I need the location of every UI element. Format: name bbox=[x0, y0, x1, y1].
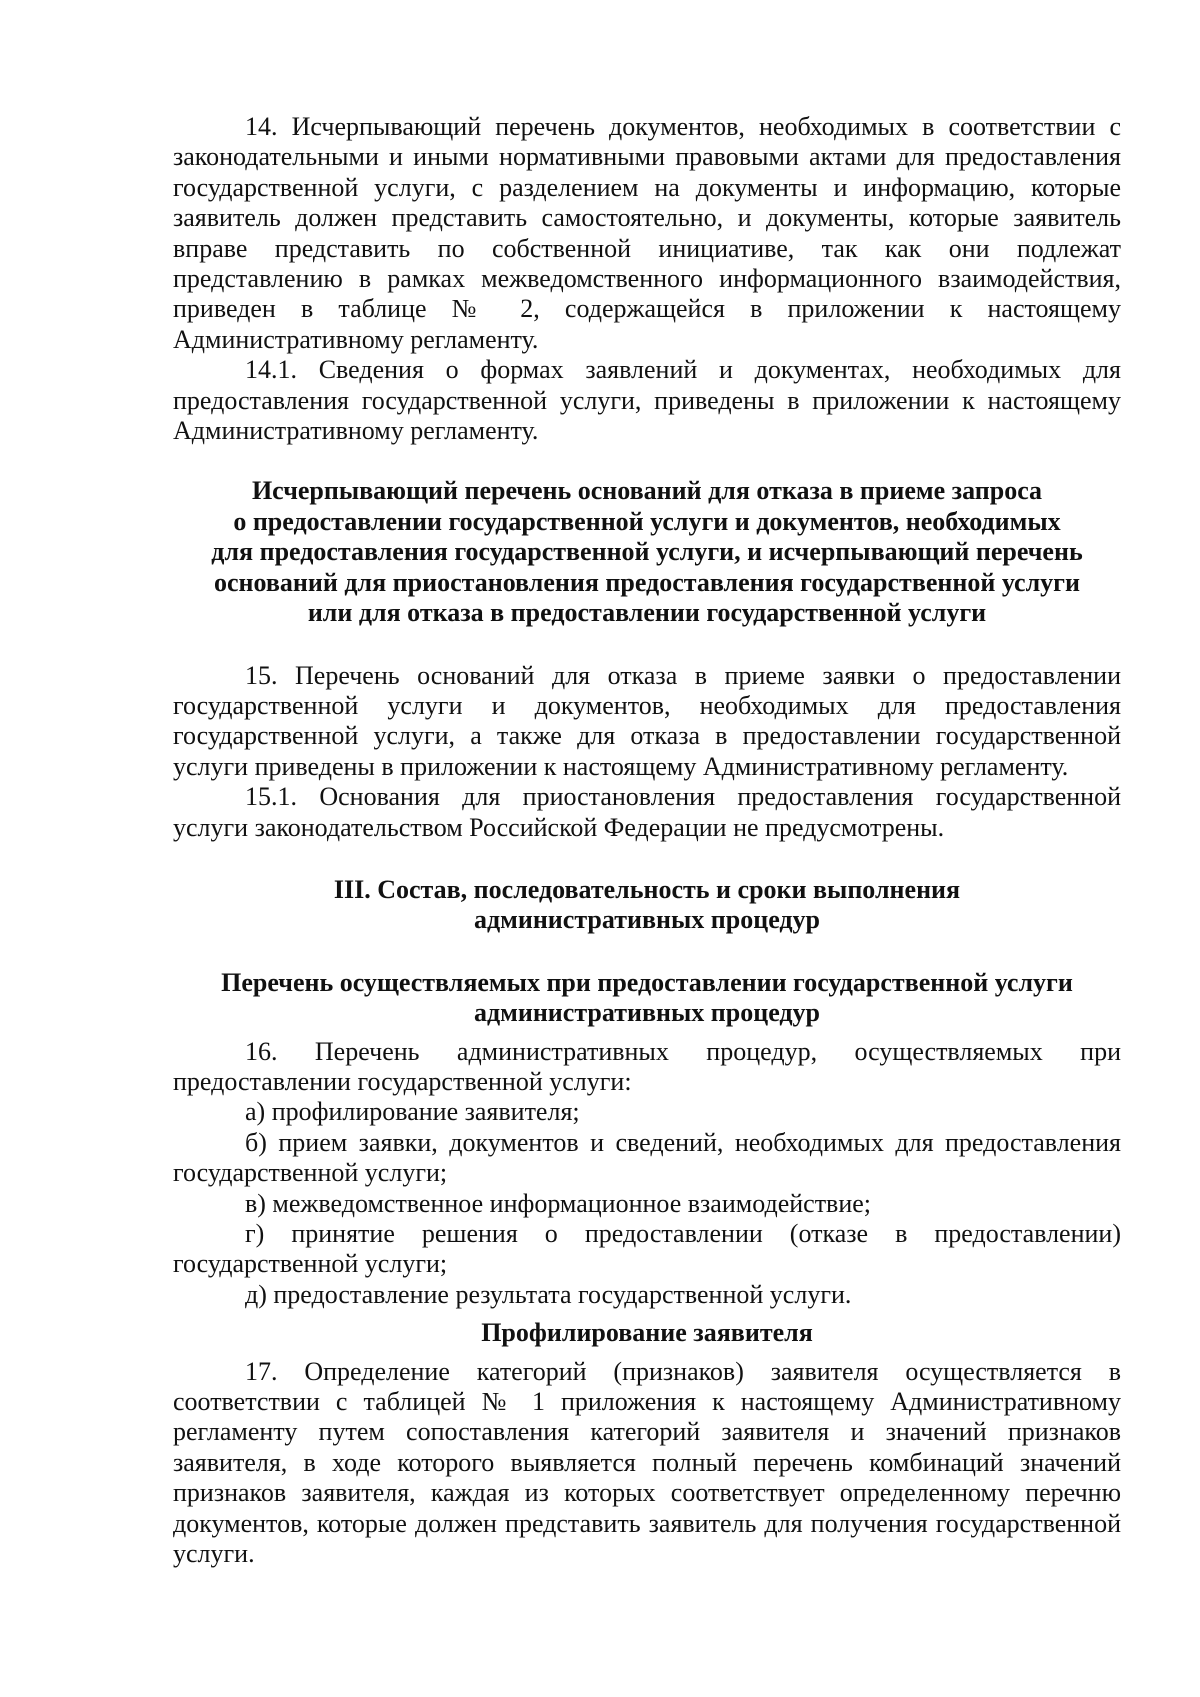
heading-line: о предоставлении государственной услуги и документов, необходимых bbox=[233, 506, 1061, 536]
heading-line: административных процедур bbox=[473, 998, 821, 1028]
heading-profiling: Профилирование заявителя bbox=[481, 1318, 813, 1348]
heading-refusal-grounds bbox=[173, 476, 1121, 628]
heading-section-3 bbox=[173, 875, 1121, 936]
paragraph-17: 17. Определение категорий (признаков) заявителя осуществляется в соответствии с таблицей № 1 приложения к настоящему Административному регламенту путем сопоставления категорий заявителя и значений признаков заявителя, в ходе которого выявляется полный перечень комбинаций значений признаков заявителя, каждая из которых соответствует определенному перечню документов, которые должен представить заявитель для получения государственной услуги. bbox=[173, 1356, 1121, 1569]
list-item: в) межведомственное информационное взаимодействие; bbox=[245, 1188, 872, 1218]
heading-line: III. Состав, последовательность и сроки выполнения bbox=[333, 874, 961, 904]
spacer bbox=[173, 936, 1121, 968]
list-item: д) предоставление результата государственной услуги. bbox=[245, 1279, 852, 1309]
heading-line: административных процедур bbox=[473, 905, 821, 935]
heading-line: или для отказа в предоставлении государственной услуги bbox=[307, 598, 987, 628]
spacer bbox=[173, 1029, 1121, 1037]
document-page bbox=[173, 112, 1121, 1569]
heading-line: Исчерпывающий перечень оснований для отказа в приеме запроса bbox=[251, 476, 1043, 506]
heading-line: оснований для приостановления предоставления государственной услуги bbox=[214, 567, 1080, 597]
heading-line: Перечень осуществляемых при предоставлении государственной услуги bbox=[221, 967, 1073, 997]
list-item: г) принятие решения о предоставлении (отказе в предоставлении) государственной услуги; bbox=[173, 1219, 1121, 1279]
paragraph-16: 16. Перечень административных процедур, осуществляемых при предоставлении государственной услуги: bbox=[173, 1036, 1121, 1096]
paragraph-14: 14. Исчерпывающий перечень документов, необходимых в соответствии с законодательными и иными нормативными правовыми актами для предоставления государственной услуги, с разделением на документы и информацию, которые заявитель должен представить самостоятельно, и документы, которые заявитель вправе представить по собственной инициативе, так как они подлежат представлению в рамках межведомственного информационного взаимодействия, приведен в таблице № 2, содержащейся в приложении к настоящему Административному регламенту. bbox=[173, 112, 1121, 354]
spacer bbox=[173, 629, 1121, 661]
spacer bbox=[173, 446, 1121, 476]
paragraph-15: 15. Перечень оснований для отказа в приеме заявки о предоставлении государственной услуги и документов, необходимых для предоставления государственной услуги, а также для отказа в предоставлении государственной услуги приведены в приложении к настоящему Административному регламенту. bbox=[173, 660, 1121, 781]
paragraph-14-1: 14.1. Сведения о формах заявлений и документах, необходимых для предоставления государственной услуги, приведены в приложении к настоящему Административному регламенту. bbox=[173, 355, 1121, 446]
heading-procedures-list bbox=[173, 968, 1121, 1029]
heading-line: для предоставления государственной услуги, и исчерпывающий перечень bbox=[211, 537, 1083, 567]
spacer bbox=[173, 1310, 1121, 1318]
spacer bbox=[173, 843, 1121, 875]
list-item: а) профилирование заявителя; bbox=[245, 1097, 580, 1127]
list-item: б) прием заявки, документов и сведений, необходимых для предоставления государственной услуги; bbox=[173, 1127, 1121, 1188]
spacer bbox=[173, 1349, 1121, 1357]
paragraph-15-1: 15.1. Основания для приостановления предоставления государственной услуги законодательством Российской Федерации не предусмотрены. bbox=[173, 782, 1121, 842]
